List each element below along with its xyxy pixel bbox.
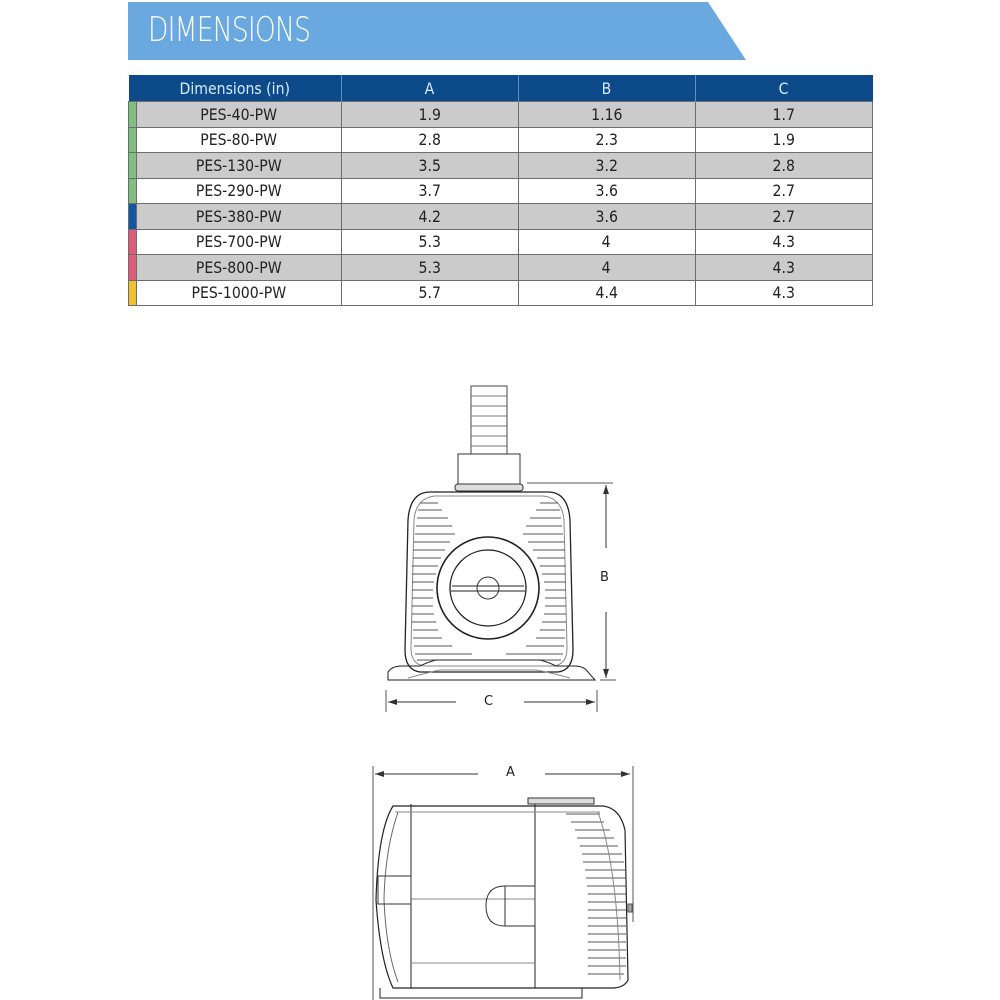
column-header-model: Dimensions (in) [129,75,342,102]
model-cell: PES-290-PW [137,178,342,204]
dim-a-cell: 5.3 [341,255,518,281]
dim-b-cell: 1.16 [518,102,695,128]
model-cell: PES-40-PW [137,102,342,128]
dim-b-cell: 3.6 [518,204,695,230]
dim-c-cell: 4.3 [695,280,873,306]
dim-a-cell: 2.8 [341,127,518,153]
dim-c-cell: 4.3 [695,229,873,255]
dim-c-cell: 2.8 [695,153,873,179]
dim-b-cell: 4.4 [518,280,695,306]
column-header-a: A [341,75,518,102]
dim-a-cell: 5.3 [341,229,518,255]
dim-b-cell: 4 [518,229,695,255]
dim-a-cell: 3.7 [341,178,518,204]
dimension-label-a: A [506,765,515,780]
side-view-diagram [373,766,633,1000]
model-cell: PES-700-PW [137,229,342,255]
dim-a-cell: 5.7 [341,280,518,306]
dim-b-cell: 4 [518,255,695,281]
dim-c-cell: 2.7 [695,204,873,230]
model-cell: PES-380-PW [137,204,342,230]
dim-c-cell: 1.7 [695,102,873,128]
dim-a-cell: 1.9 [341,102,518,128]
column-header-b: B [518,75,695,102]
dim-a-cell: 3.5 [341,153,518,179]
front-view-diagram [386,386,616,712]
model-cell: PES-80-PW [137,127,342,153]
dim-c-cell: 4.3 [695,255,873,281]
dim-c-cell: 1.9 [695,127,873,153]
model-cell: PES-130-PW [137,153,342,179]
dim-b-cell: 2.3 [518,127,695,153]
column-header-c: C [695,75,873,102]
dim-a-cell: 4.2 [341,204,518,230]
model-cell: PES-800-PW [137,255,342,281]
dim-c-cell: 2.7 [695,178,873,204]
dimension-label-c: C [484,694,494,709]
dimension-label-b: B [600,570,609,585]
dim-b-cell: 3.6 [518,178,695,204]
model-cell: PES-1000-PW [137,280,342,306]
section-title: DIMENSIONS [148,10,311,50]
dim-b-cell: 3.2 [518,153,695,179]
